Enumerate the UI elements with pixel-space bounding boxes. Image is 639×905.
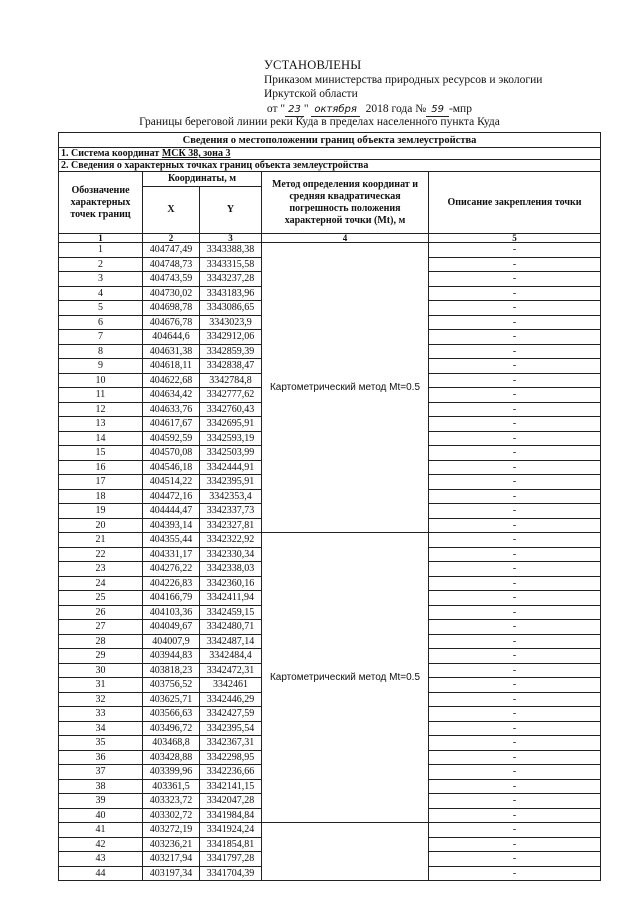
- point-description: -: [429, 576, 601, 591]
- coordinate-x: 403272,19: [143, 823, 200, 838]
- approval-authority: Приказом министерства природных ресурсов и экологии: [264, 73, 543, 86]
- coordinate-y: 3342760,43: [200, 402, 262, 417]
- point-description: -: [429, 707, 601, 722]
- coordinate-y: 3342298,95: [200, 750, 262, 765]
- point-number: 39: [59, 794, 143, 809]
- column-number: 1: [59, 234, 143, 243]
- coordinate-y: 3342353,4: [200, 489, 262, 504]
- coordinate-x: 404634,42: [143, 388, 200, 403]
- point-number: 28: [59, 634, 143, 649]
- coordinate-y: 3342411,94: [200, 591, 262, 606]
- coordinate-y: 3343086,65: [200, 301, 262, 316]
- coordinate-x: 404730,02: [143, 286, 200, 301]
- point-number: 19: [59, 504, 143, 519]
- coordinate-x: 403468,8: [143, 736, 200, 751]
- coordinate-x: 403756,52: [143, 678, 200, 693]
- point-description: -: [429, 533, 601, 548]
- approval-heading: УСТАНОВЛЕНЫ: [264, 58, 362, 72]
- coordinate-y: 3341924,24: [200, 823, 262, 838]
- coordinate-x: 404617,67: [143, 417, 200, 432]
- coordinate-y: 3342360,16: [200, 576, 262, 591]
- column-numbers-row: [59, 234, 601, 243]
- point-number: 9: [59, 359, 143, 374]
- coordinate-x: 404748,73: [143, 257, 200, 272]
- coordinate-x: 404631,38: [143, 344, 200, 359]
- header-description: Описание закрепления точки: [429, 172, 601, 234]
- coordinate-y: 3342330,34: [200, 547, 262, 562]
- coordinate-y: 3342503,99: [200, 446, 262, 461]
- coordinate-x: 403818,23: [143, 663, 200, 678]
- approval-date-line: [264, 102, 594, 117]
- coordinate-x: 404698,78: [143, 301, 200, 316]
- point-description: -: [429, 402, 601, 417]
- coordinate-x: 404393,14: [143, 518, 200, 533]
- point-number: 29: [59, 649, 143, 664]
- coordinate-x: 404514,22: [143, 475, 200, 490]
- coordinate-x: 403197,34: [143, 866, 200, 881]
- date-prefix: от ": [266, 102, 286, 115]
- point-description: -: [429, 678, 601, 693]
- approval-region: Иркутской области: [264, 88, 358, 100]
- coordinate-y: 3342337,73: [200, 504, 262, 519]
- point-number: 11: [59, 388, 143, 403]
- coordinate-x: 404743,59: [143, 272, 200, 287]
- point-description: -: [429, 446, 601, 461]
- header-designation: Обозначение характерных точек границ: [59, 172, 143, 234]
- point-description: -: [429, 243, 601, 258]
- coordinate-y: 3342047,28: [200, 794, 262, 809]
- handwritten-order-number: 59: [426, 104, 449, 117]
- column-number: 3: [200, 234, 262, 243]
- coordinate-x: 404622,68: [143, 373, 200, 388]
- point-description: -: [429, 663, 601, 678]
- coordinate-x: 404570,08: [143, 446, 200, 461]
- point-number: 14: [59, 431, 143, 446]
- point-number: 26: [59, 605, 143, 620]
- point-description: -: [429, 388, 601, 403]
- coordinate-y: 3342446,29: [200, 692, 262, 707]
- point-description: -: [429, 504, 601, 519]
- point-description: -: [429, 620, 601, 635]
- coordinate-x: 403302,72: [143, 808, 200, 823]
- coordinate-y: 3342338,03: [200, 562, 262, 577]
- coordinate-y: 3342236,66: [200, 765, 262, 780]
- point-number: 15: [59, 446, 143, 461]
- coordinate-x: 403496,72: [143, 721, 200, 736]
- handwritten-day: 23: [285, 104, 304, 117]
- point-description: -: [429, 330, 601, 345]
- coordinate-y: 3342444,91: [200, 460, 262, 475]
- coordinate-x: 403361,5: [143, 779, 200, 794]
- header-y: Y: [200, 187, 262, 234]
- coordinate-y: 3342472,31: [200, 663, 262, 678]
- coordinate-y: 3343023,9: [200, 315, 262, 330]
- coordinate-x: 404226,83: [143, 576, 200, 591]
- point-description: -: [429, 866, 601, 881]
- point-description: -: [429, 562, 601, 577]
- coordinate-y: 3342484,4: [200, 649, 262, 664]
- coordinate-x: 404276,22: [143, 562, 200, 577]
- date-mid: ": [303, 102, 309, 115]
- point-number: 43: [59, 852, 143, 867]
- coordinate-y: 3342593,19: [200, 431, 262, 446]
- point-description: -: [429, 344, 601, 359]
- points-heading: 2. Сведения о характерных точках границ объекта землеустройства: [59, 160, 601, 172]
- coordinate-y: 3342367,31: [200, 736, 262, 751]
- point-description: -: [429, 852, 601, 867]
- point-number: 32: [59, 692, 143, 707]
- coordinate-y: 3343183,96: [200, 286, 262, 301]
- point-description: -: [429, 634, 601, 649]
- point-number: 16: [59, 460, 143, 475]
- coordinate-y: 3342777,62: [200, 388, 262, 403]
- point-number: 1: [59, 243, 143, 258]
- header-coordinates: Координаты, м: [143, 172, 262, 187]
- section-title: Сведения о местоположении границ объекта землеустройства: [59, 133, 601, 148]
- coordinate-y: 3342395,91: [200, 475, 262, 490]
- coordinate-y: 3342427,59: [200, 707, 262, 722]
- coordinate-y: 3342141,15: [200, 779, 262, 794]
- header-x: X: [143, 187, 200, 234]
- table-row: [59, 243, 601, 258]
- coordinate-x: 403625,71: [143, 692, 200, 707]
- point-number: 13: [59, 417, 143, 432]
- coordinate-x: 404166,79: [143, 591, 200, 606]
- point-number: 35: [59, 736, 143, 751]
- point-description: -: [429, 721, 601, 736]
- coordinate-x: 404331,17: [143, 547, 200, 562]
- point-description: -: [429, 649, 601, 664]
- coordinate-x: 404618,11: [143, 359, 200, 374]
- point-number: 27: [59, 620, 143, 635]
- coordinate-y: 3343315,58: [200, 257, 262, 272]
- coordinates-table: [58, 132, 601, 881]
- coordinate-x: 404676,78: [143, 315, 200, 330]
- coordinate-x: 403217,94: [143, 852, 200, 867]
- coordinate-y: 3342838,47: [200, 359, 262, 374]
- coordinate-y: 3342695,91: [200, 417, 262, 432]
- coordinate-system-label: 1. Система координат: [61, 148, 162, 159]
- coordinate-x: 404747,49: [143, 243, 200, 258]
- point-description: -: [429, 475, 601, 490]
- point-description: -: [429, 823, 601, 838]
- handwritten-month: октября: [311, 104, 360, 117]
- point-description: -: [429, 591, 601, 606]
- column-number: 5: [429, 234, 601, 243]
- point-description: -: [429, 794, 601, 809]
- coordinate-x: 403323,72: [143, 794, 200, 809]
- method-cell: [262, 823, 429, 881]
- date-year: 2018 года №: [365, 102, 427, 115]
- document-title: Границы береговой линии реки Куда в пределах населенного пункта Куда: [139, 116, 500, 128]
- coordinate-x: 404007,9: [143, 634, 200, 649]
- point-number: 42: [59, 837, 143, 852]
- coordinate-x: 403236,21: [143, 837, 200, 852]
- coordinate-y: 3341797,28: [200, 852, 262, 867]
- point-description: -: [429, 837, 601, 852]
- point-number: 21: [59, 533, 143, 548]
- point-description: -: [429, 460, 601, 475]
- point-description: -: [429, 779, 601, 794]
- coordinate-x: 403399,96: [143, 765, 200, 780]
- point-description: -: [429, 692, 601, 707]
- coordinate-y: 3342487,14: [200, 634, 262, 649]
- coordinate-system-value: МСК 38, зона 3: [161, 148, 231, 159]
- coordinate-y: 3342322,92: [200, 533, 262, 548]
- coordinate-x: 403566,63: [143, 707, 200, 722]
- point-number: 8: [59, 344, 143, 359]
- column-number: 2: [143, 234, 200, 243]
- point-number: 31: [59, 678, 143, 693]
- point-number: 40: [59, 808, 143, 823]
- point-number: 23: [59, 562, 143, 577]
- point-number: 7: [59, 330, 143, 345]
- point-description: -: [429, 301, 601, 316]
- point-number: 36: [59, 750, 143, 765]
- coordinate-x: 403428,88: [143, 750, 200, 765]
- point-number: 12: [59, 402, 143, 417]
- point-number: 18: [59, 489, 143, 504]
- point-number: 3: [59, 272, 143, 287]
- coordinate-y: 3341984,84: [200, 808, 262, 823]
- point-number: 44: [59, 866, 143, 881]
- point-number: 5: [59, 301, 143, 316]
- point-description: -: [429, 750, 601, 765]
- coordinate-y: 3343237,28: [200, 272, 262, 287]
- point-number: 25: [59, 591, 143, 606]
- point-description: -: [429, 518, 601, 533]
- point-description: -: [429, 431, 601, 446]
- coordinate-y: 3342480,71: [200, 620, 262, 635]
- point-number: 10: [59, 373, 143, 388]
- coordinate-x: 404049,67: [143, 620, 200, 635]
- coordinate-x: 404444,47: [143, 504, 200, 519]
- point-description: -: [429, 373, 601, 388]
- coordinate-x: 404644,6: [143, 330, 200, 345]
- point-number: 4: [59, 286, 143, 301]
- coordinate-x: 404546,18: [143, 460, 200, 475]
- coordinate-y: 3341854,81: [200, 837, 262, 852]
- order-suffix: -мпр: [448, 102, 472, 115]
- coordinate-y: 3342395,54: [200, 721, 262, 736]
- point-number: 2: [59, 257, 143, 272]
- point-description: -: [429, 808, 601, 823]
- method-cell: Картометрический метод Mt=0.5: [262, 243, 429, 533]
- coordinate-x: 404472,16: [143, 489, 200, 504]
- coordinate-y: 3341704,39: [200, 866, 262, 881]
- point-description: -: [429, 257, 601, 272]
- point-number: 33: [59, 707, 143, 722]
- point-description: -: [429, 359, 601, 374]
- point-number: 22: [59, 547, 143, 562]
- header-method: Метод определения координат и средняя квадратическая погрешность положения характерной точки (Mt), м: [262, 172, 429, 234]
- point-number: 34: [59, 721, 143, 736]
- coordinate-x: 403944,83: [143, 649, 200, 664]
- coordinate-y: 3342459,15: [200, 605, 262, 620]
- point-number: 38: [59, 779, 143, 794]
- coordinate-system-line: [59, 148, 601, 160]
- point-number: 20: [59, 518, 143, 533]
- point-number: 30: [59, 663, 143, 678]
- point-description: -: [429, 315, 601, 330]
- coordinate-x: 404592,59: [143, 431, 200, 446]
- point-description: -: [429, 272, 601, 287]
- point-description: -: [429, 736, 601, 751]
- table-row: [59, 823, 601, 838]
- point-number: 17: [59, 475, 143, 490]
- coordinate-x: 404103,36: [143, 605, 200, 620]
- coordinate-x: 404633,76: [143, 402, 200, 417]
- coordinate-y: 3342327,81: [200, 518, 262, 533]
- point-description: -: [429, 605, 601, 620]
- point-description: -: [429, 547, 601, 562]
- point-number: 6: [59, 315, 143, 330]
- method-cell: Картометрический метод Mt=0.5: [262, 533, 429, 823]
- table-row: [59, 533, 601, 548]
- point-number: 24: [59, 576, 143, 591]
- coordinate-y: 3342784,8: [200, 373, 262, 388]
- coordinate-x: 404355,44: [143, 533, 200, 548]
- point-number: 41: [59, 823, 143, 838]
- point-description: -: [429, 286, 601, 301]
- point-description: -: [429, 489, 601, 504]
- column-number: 4: [262, 234, 429, 243]
- coordinate-y: 3342859,39: [200, 344, 262, 359]
- point-description: -: [429, 765, 601, 780]
- point-number: 37: [59, 765, 143, 780]
- coordinate-y: 3342912,06: [200, 330, 262, 345]
- coordinate-y: 3342461: [200, 678, 262, 693]
- approval-block: [264, 58, 594, 117]
- point-description: -: [429, 417, 601, 432]
- coordinate-y: 3343388,38: [200, 243, 262, 258]
